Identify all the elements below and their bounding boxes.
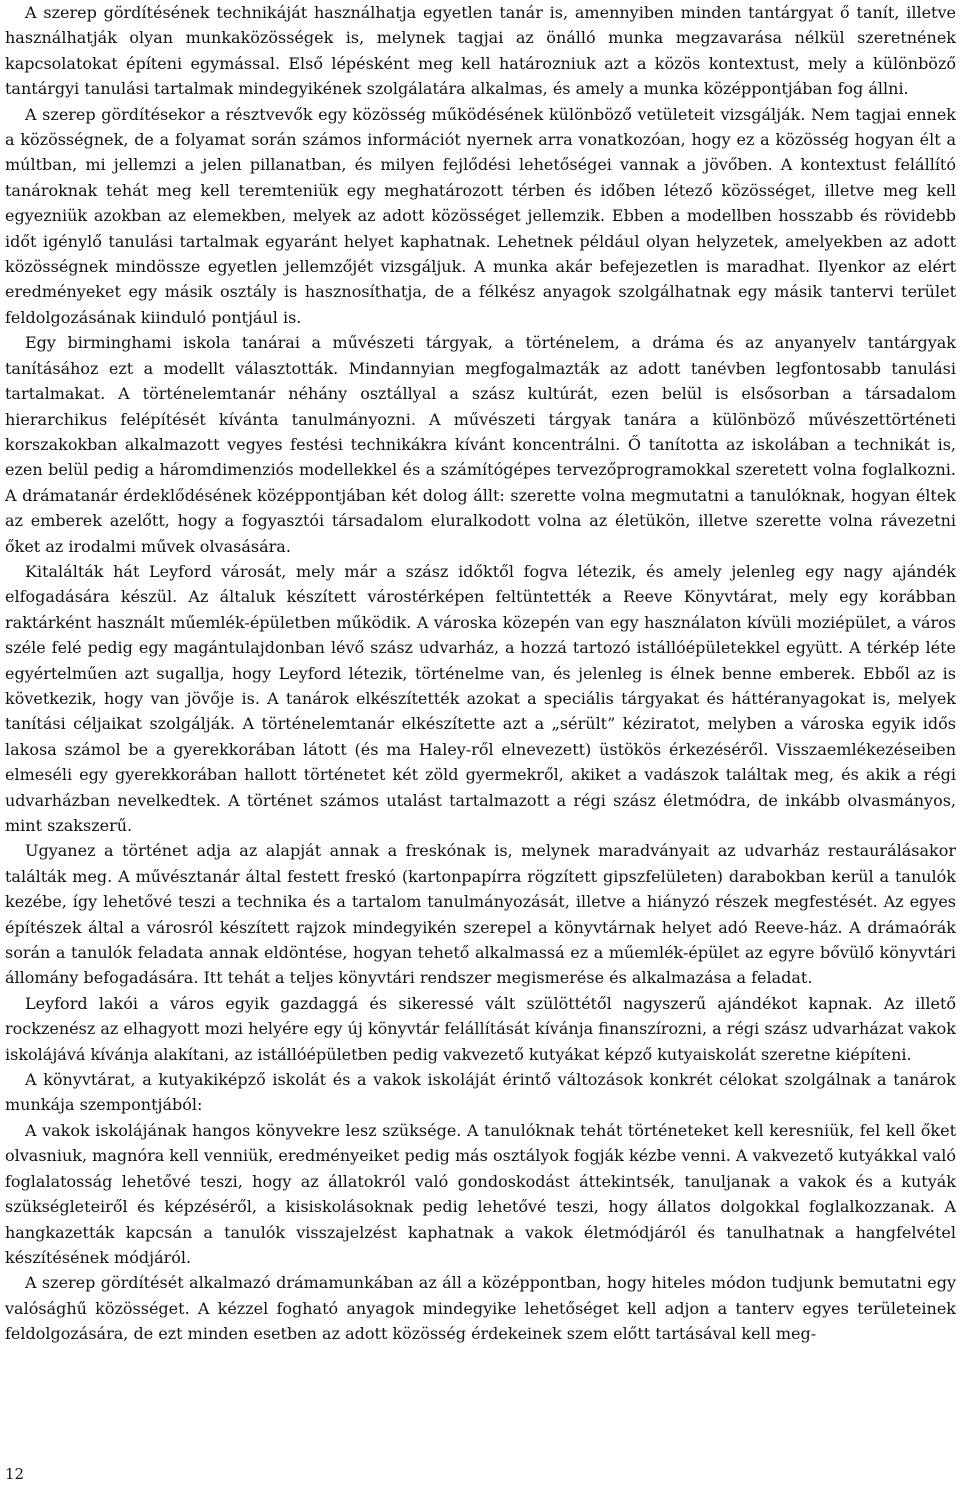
paragraph-6: Leyford lakói a város egyik gazdaggá és sikeressé vált szülöttétől nagyszerű ajándékot kapnak. Az illető rockzenész az elhagyott mozi helyére egy új könyvtár felállítását kívánja finanszírozni, a régi szász udvarházat vakok iskolájává kívánja alakítani, az istállóépületben pedig vakvezető kutyákat képző kutyaiskolát szeretne kiépíteni.	[5, 993, 956, 1064]
paragraph-9: A szerep gördítését alkalmazó drámamunkában az áll a középpontban, hogy hiteles módon tudjunk bemutatni egy valósághű közösséget. A kézzel fogható anyagok mindegyike lehetőséget kell adjon a tanterv egyes területeinek feldolgozására, de ezt minden esetben az adott közösség érdekeinek szem előtt tartásával kell meg-	[5, 1273, 956, 1344]
page-number: 12	[5, 1465, 25, 1483]
paragraph-7: A könyvtárat, a kutyakiképző iskolát és a vakok iskoláját érintő változások konkrét célokat szolgálnak a tanárok munkája szempontjából:	[5, 1070, 956, 1115]
paragraph-5: Ugyanez a történet adja az alapját annak a freskónak is, melynek maradványait az udvarház restaurálásakor találták meg. A művésztanár által festett freskó (kartonpapírra rögzített gipszfelületen) darabokban kerül a tanulók kezébe, így lehetővé teszi a technika és a tartalom tanulmányozását, illetve a hiányzó részek megfestését. Az egyes építészek által a városról készített rajzok mindegyikén szerepel a könyvtárnak helyet adó Reeve-ház. A drámaórák során a tanulók feladata annak eldöntése, hogyan tehető alkalmassá ez a műemlék-épület az egyre bővülő könyvtári állomány befogadására. Itt tehát a teljes könyvtári rendszer megismerése és alkalmazása a feladat.	[5, 841, 956, 988]
paragraph-2: A szerep gördítésekor a résztvevők egy közösség működésének különböző vetületeit vizsgálják. Nem tagjai ennek a közösségnek, de a folyamat során számos információt nyernek arra vonatkozóan, hogy ez a közösség hogyan élt a múltban, mi jellemzi a jelen pillanatban, és milyen fejlődési lehetőségei vannak a jövőben. A kontextust felállító tanároknak tehát meg kell teremteniük egy meghatározott térben és időben létező közösséget, illetve meg kell egyezniük azokban az elemekben, melyek az adott közösséget jellemzik. Ebben a modellben hosszabb és rövidebb időt igénylő tanulási tartalmak egyaránt helyet kaphatnak. Lehetnek például olyan helyzetek, amelyekben az adott közösségnek mindössze egyetlen jellemzőjét vizsgáljuk. A munka akár befejezetlen is maradhat. Ilyenkor az elért eredményeket egy másik osztály is hasznosíthatja, de a félkész anyagok szolgálhatnak egy másik tantervi terület feldolgozásának kiinduló pontjául is.	[5, 104, 956, 327]
paragraph-3: Egy birminghami iskola tanárai a művészeti tárgyak, a történelem, a dráma és az anyanyelv tantárgyak tanításához ezt a modellt választották. Mindannyian megfogalmazták az adott tanévben legfontosabb tanulási tartalmakat. A történelemtanár néhány osztállyal a szász kultúrát, ezen belül is elsősorban a társadalom hierarchikus felépítését kívánta tanulmányozni. A művészeti tárgyak tanára a különböző művészettörténeti korszakokban alkalmazott vegyes festési technikákra kívánt koncentrálni. Ő tanította az iskolában a technikát is, ezen belül pedig a háromdimenziós modellekkel és a számítógépes tervezőprogramokkal szeretett volna foglalkozni. A drámatanár érdeklődésének középpontjában két dolog állt: szerette volna megmutatni a tanulóknak, hogyan éltek az emberek azelőtt, hogy a fogyasztói társadalom eluralkodott volna az életükön, illetve szerette volna rávezetni őket az irodalmi művek olvasására.	[5, 333, 956, 556]
paragraph-8: A vakok iskolájának hangos könyvekre lesz szüksége. A tanulóknak tehát történeteket kell keresniük, fel kell őket olvasniuk, magnóra kell venniük, eredményeiket pedig más osztályok fogják kézbe venni. A vakvezető kutyákkal való foglalatosság lehetővé teszi, hogy az állatokról való gondoskodást áttekintsék, tanuljanak a vakok és a kutyák szükségleteiről és képzéséről, a kisiskolásoknak pedig lehetővé teszi, hogy állatos dolgokkal foglalkozzanak. A hangkazetták kapcsán a tanulók visszajelzést kaphatnak a vakok életmódjáról és tanulhatnak a hangfelvétel készítésének módjáról.	[5, 1120, 956, 1267]
document-body	[5, 0, 956, 1347]
paragraph-4: Kitalálták hát Leyford városát, mely már a szász időktől fogva létezik, és amely jelenleg egy nagy ajándék elfogadására készül. Az általuk készített várostérképen feltüntették a Reeve Könyvtárat, mely egy korábban raktárként használt műemlék-épületben működik. A városka közepén van egy használaton kívüli moziépület, a város széle felé pedig egy magántulajdonban lévő szász udvarház, a hozzá tartozó istállóépületekkel együtt. A térkép léte egyértelműen azt sugallja, hogy Leyford létezik, történelme van, és jelenleg is élnek benne emberek. Ebből az is következik, hogy van jövője is. A tanárok elkészítették azokat a speciális tárgyakat és háttéranyagokat is, melyek tanítási céljaikat szolgálják. A történelemtanár elkészítette azt a „sérült” kéziratot, melyben a városka egyik idős lakosa számol be a gyerekkorában látott (és ma Haley-ről elnevezett) üstökös érkezéséről. Visszaemlékezéseiben elmeséli egy gyerekkorában hallott történetet két zöld gyermekről, akiket a vadászok találtak meg, és akik a régi udvarházban nevelkedtek. A történet számos utalást tartalmazott a régi szász életmódra, de inkább olvasmányos, mint szakszerű.	[5, 561, 956, 835]
paragraph-1: A szerep gördítésének technikáját használhatja egyetlen tanár is, amennyiben minden tantárgyat ő tanít, illetve használhatják olyan munkaközösségek is, melynek tagjai az önálló munka megzavarása nélkül szeretnének kapcsolatokat építeni egymással. Első lépésként meg kell határozniuk azt a közös kontextust, mely a különböző tantárgyi tanulási tartalmak mindegyikének szolgálatára alkalmas, és amely a munka középpontjában fog állni.	[5, 3, 956, 99]
